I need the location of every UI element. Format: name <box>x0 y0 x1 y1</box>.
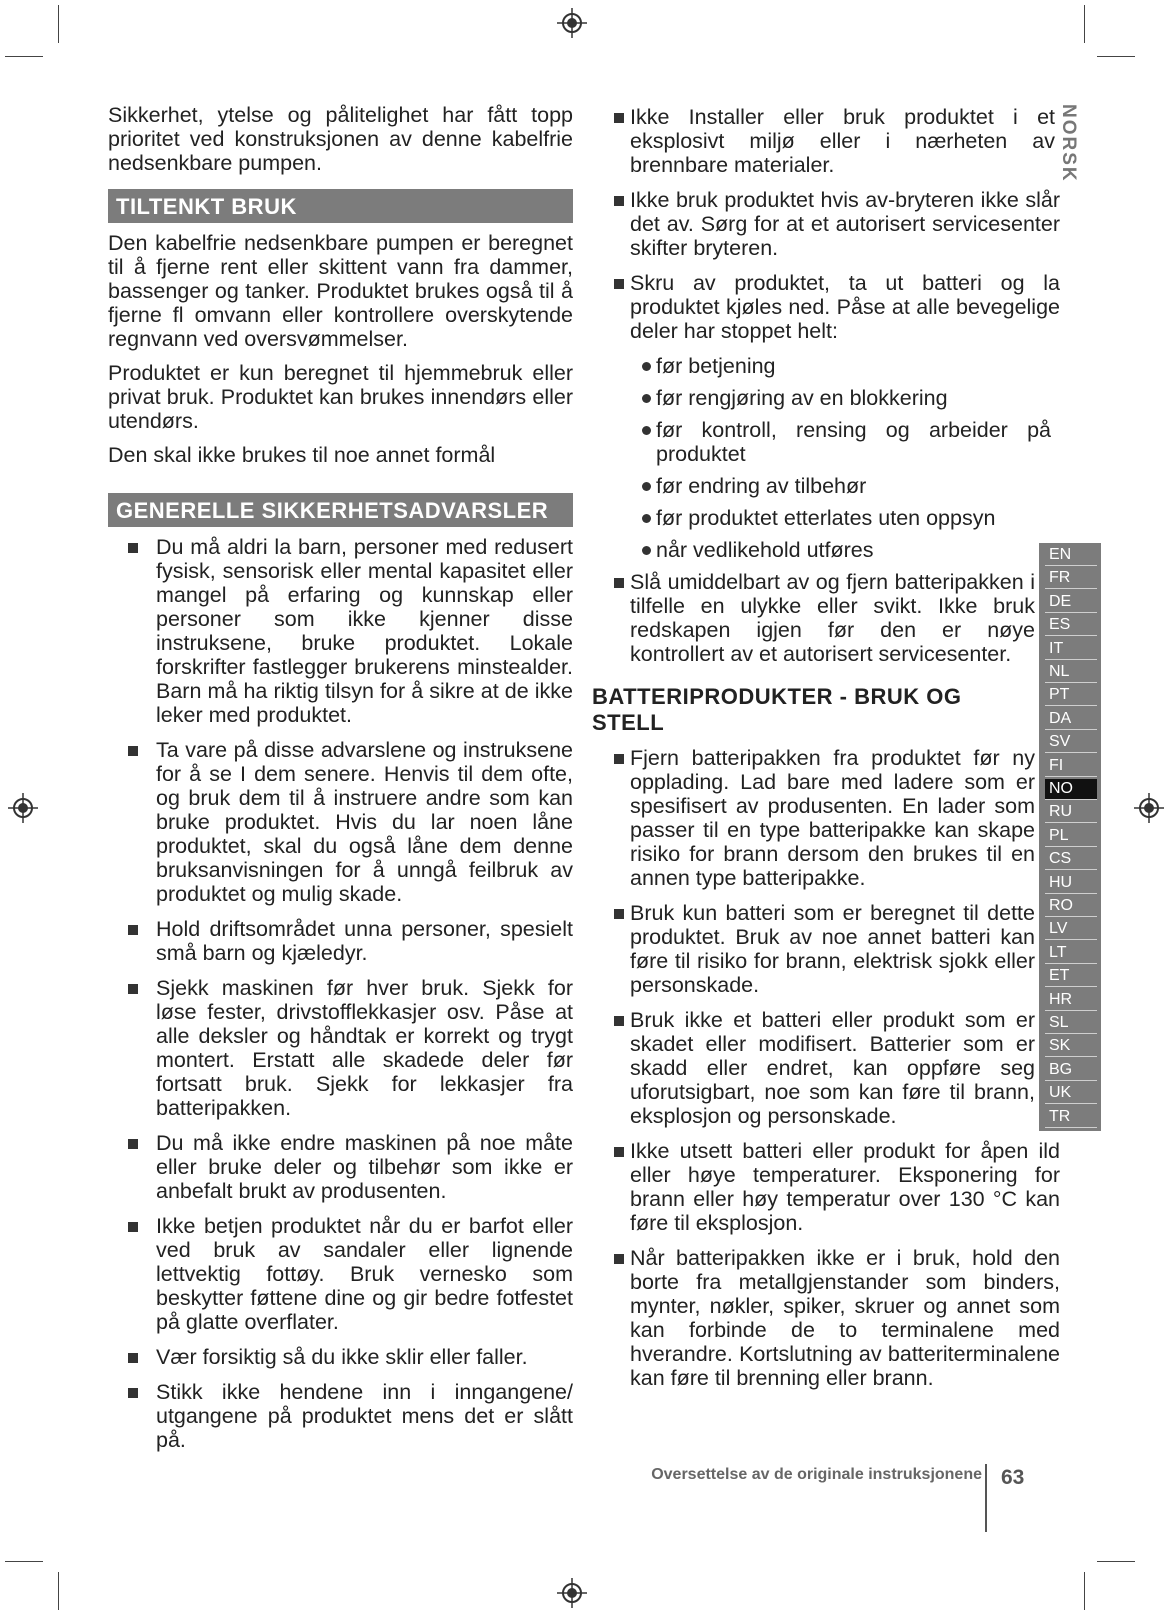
list-item: Bruk ikke et batteri eller produkt som er skadet eller modifisert. Batterier som er skadd eller endret, kan oppføre seg uforutsigbart, noe som kan føre til brann, eksplosjon og personskade. <box>620 1008 1035 1128</box>
section-heading-generelle: GENERELLE SIKKERHETSADVARSLER <box>108 493 573 527</box>
dot-item: før kontroll, rensing og arbeider på produktet <box>620 418 1051 466</box>
list-item: Du må aldri la barn, personer med redusert fysisk, sensorisk eller mental kapasitet eller mangel på erfaring og kunnskap eller personer som ikke kjenner disse instruksene, bruke produktet. Lokale forskrifter fastlegger brukerens minstealder. Barn må ha riktig tilsyn for å sikre at de ikke leker med produktet. <box>128 535 573 727</box>
registration-mark-icon <box>557 8 587 38</box>
list-item: Bruk kun batteri som er beregnet til dette produktet. Bruk av noe annet batteri kan føre til risiko for brann, elektrisk sjokk eller personskade. <box>620 901 1035 997</box>
registration-mark-icon <box>557 1578 587 1608</box>
language-tab-nl[interactable]: NL <box>1045 662 1097 683</box>
language-tab-uk[interactable]: UK <box>1045 1083 1097 1104</box>
language-tab-lv[interactable]: LV <box>1045 919 1097 940</box>
dot-item: før betjening <box>620 354 1051 378</box>
language-tab-fr[interactable]: FR <box>1045 568 1097 589</box>
crop-mark <box>5 1561 43 1562</box>
list-item: Ta vare på disse advarslene og instruksene for å se I dem senere. Henvis til dem ofte, og bruk dem til å instruere andre som kan bruke produktet. Hvis du lar noen låne produktet, skal du også låne dem denne bruksanvisningen for å unngå feilbruk av produktet og mulig skade. <box>128 738 573 906</box>
language-tab-bg[interactable]: BG <box>1045 1060 1097 1081</box>
crop-mark <box>1097 1561 1135 1562</box>
footer-divider <box>985 1464 987 1532</box>
paragraph: Den skal ikke brukes til noe annet formål <box>108 443 496 467</box>
language-tab-hr[interactable]: HR <box>1045 990 1097 1011</box>
registration-mark-icon <box>8 793 38 823</box>
language-tab-pl[interactable]: PL <box>1045 826 1097 847</box>
language-tab-lt[interactable]: LT <box>1045 943 1097 964</box>
list-item: Ikke bruk produktet hvis av-bryteren ikke slår det av. Sørg for at et autorisert servicesenter skifter bryteren. <box>620 188 1060 260</box>
dot-item: før rengjøring av en blokkering <box>620 386 1051 410</box>
paragraph: Den kabelfrie nedsenkbare pumpen er beregnet til å fjerne rent eller skittent vann fra dammer, bassenger og tanker. Produktet brukes også til å fjerne fl omvann eller kontrollere overskytende regnvann ved oversvømmelser. <box>108 231 573 351</box>
language-tab-et[interactable]: ET <box>1045 966 1097 987</box>
language-tab-ro[interactable]: RO <box>1045 896 1097 917</box>
intro-paragraph: Sikkerhet, ytelse og pålitelighet har fått topp prioritet ved konstruksjonen av denne kabelfrie nedsenkbare pumpen. <box>108 103 573 175</box>
page-number: 63 <box>1001 1466 1025 1489</box>
dot-item: når vedlikehold utføres <box>620 538 1051 562</box>
language-tab-de[interactable]: DE <box>1045 592 1097 613</box>
list-item: Vær forsiktig så du ikke sklir eller faller. <box>128 1345 573 1369</box>
crop-mark <box>1084 1572 1085 1610</box>
list-item: Du må ikke endre maskinen på noe måte eller bruke deler og tilbehør som ikke er anbefalt brukt av produsenten. <box>128 1131 573 1203</box>
list-item: Når batteripakken ikke er i bruk, hold den borte fra metallgjenstander som binders, mynter, nøkler, spiker, skruer og annet som kan forbinde de to terminalene med hverandre. Kortslutning av batteriterminalene kan føre til brenning eller brann. <box>620 1246 1060 1390</box>
language-tab-hu[interactable]: HU <box>1045 873 1097 894</box>
crop-mark <box>58 1572 59 1610</box>
list-item: Sjekk maskinen før hver bruk. Sjekk for løse fester, drivstofflekkasjer osv. Påse at alle deksler og håndtak er korrekt og trygt montert. Erstatt alle skadede deler før fortsatt bruk. Sjekk for lekkasjer fra batteripakken. <box>128 976 573 1120</box>
language-tab-fi[interactable]: FI <box>1045 756 1097 777</box>
list-item: Slå umiddelbart av og fjern batteripakken i tilfelle en ulykke eller svikt. Ikke bruk redskapen igjen før den er nøye kontrollert av et autorisert servicesenter. <box>620 570 1035 666</box>
crop-mark <box>5 56 43 57</box>
language-label: NORSK <box>1058 104 1079 183</box>
language-tab-da[interactable]: DA <box>1045 709 1097 730</box>
language-tab-sl[interactable]: SL <box>1045 1013 1097 1034</box>
language-tab-pt[interactable]: PT <box>1045 685 1097 706</box>
language-tab-sv[interactable]: SV <box>1045 732 1097 753</box>
section-heading-tiltenkt: TILTENKT BRUK <box>108 189 573 223</box>
footer-text: Oversettelse av de originale instruksjonene <box>651 1466 982 1483</box>
list-item: Skru av produktet, ta ut batteri og la produktet kjøles ned. Påse at alle bevegelige deler har stoppet helt: <box>620 271 1060 343</box>
section-heading-batteri: BATTERIPRODUKTER - BRUK OG STELL <box>592 684 962 735</box>
language-tab-es[interactable]: ES <box>1045 615 1097 636</box>
crop-mark <box>1084 5 1085 43</box>
list-item: Ikke utsett batteri eller produkt for åpen ild eller høye temperaturer. Eksponering for brann eller høy temperatur over 130 °C kan føre til eksplosjon. <box>620 1139 1060 1235</box>
list-item: Fjern batteripakken fra produktet før ny opplading. Lad bare med ladere som er spesifisert av produsenten. En lader som passer til en type batteripakke kan skape risiko for brann dersom den brukes til en annen type batteripakke. <box>620 746 1035 890</box>
list-item: Stikk ikke hendene inn i inngangene/ utgangene på produktet mens det er slått på. <box>128 1380 573 1452</box>
crop-mark <box>1097 56 1135 57</box>
list-item: Hold driftsområdet unna personer, spesielt små barn og kjæledyr. <box>128 917 573 965</box>
registration-mark-icon <box>1134 793 1164 823</box>
crop-mark <box>58 5 59 43</box>
language-tab-tr[interactable]: TR <box>1045 1107 1097 1128</box>
language-tab-ru[interactable]: RU <box>1045 802 1097 823</box>
list-item: Ikke Installer eller bruk produktet i et eksplosivt miljø eller i nærheten av brennbare materialer. <box>620 105 1055 177</box>
language-tab-en[interactable]: EN <box>1045 545 1097 566</box>
language-tab-no[interactable]: NO <box>1045 779 1097 800</box>
dot-item: før produktet etterlates uten oppsyn <box>620 506 1051 530</box>
left-column <box>108 103 573 1463</box>
list-item: Ikke betjen produktet når du er barfot eller ved bruk av sandaler eller lignende lettvektig fottøy. Bruk vernesko som beskytter føttene dine og gir bedre fotfestet på glatte overflater. <box>128 1214 573 1334</box>
dot-item: før endring av tilbehør <box>620 474 1051 498</box>
language-tab-cs[interactable]: CS <box>1045 849 1097 870</box>
language-tab-sk[interactable]: SK <box>1045 1036 1097 1057</box>
paragraph: Produktet er kun beregnet til hjemmebruk eller privat bruk. Produktet kan brukes innendørs eller utendørs. <box>108 361 573 433</box>
right-column <box>592 105 1082 1401</box>
language-tab-it[interactable]: IT <box>1045 639 1097 660</box>
